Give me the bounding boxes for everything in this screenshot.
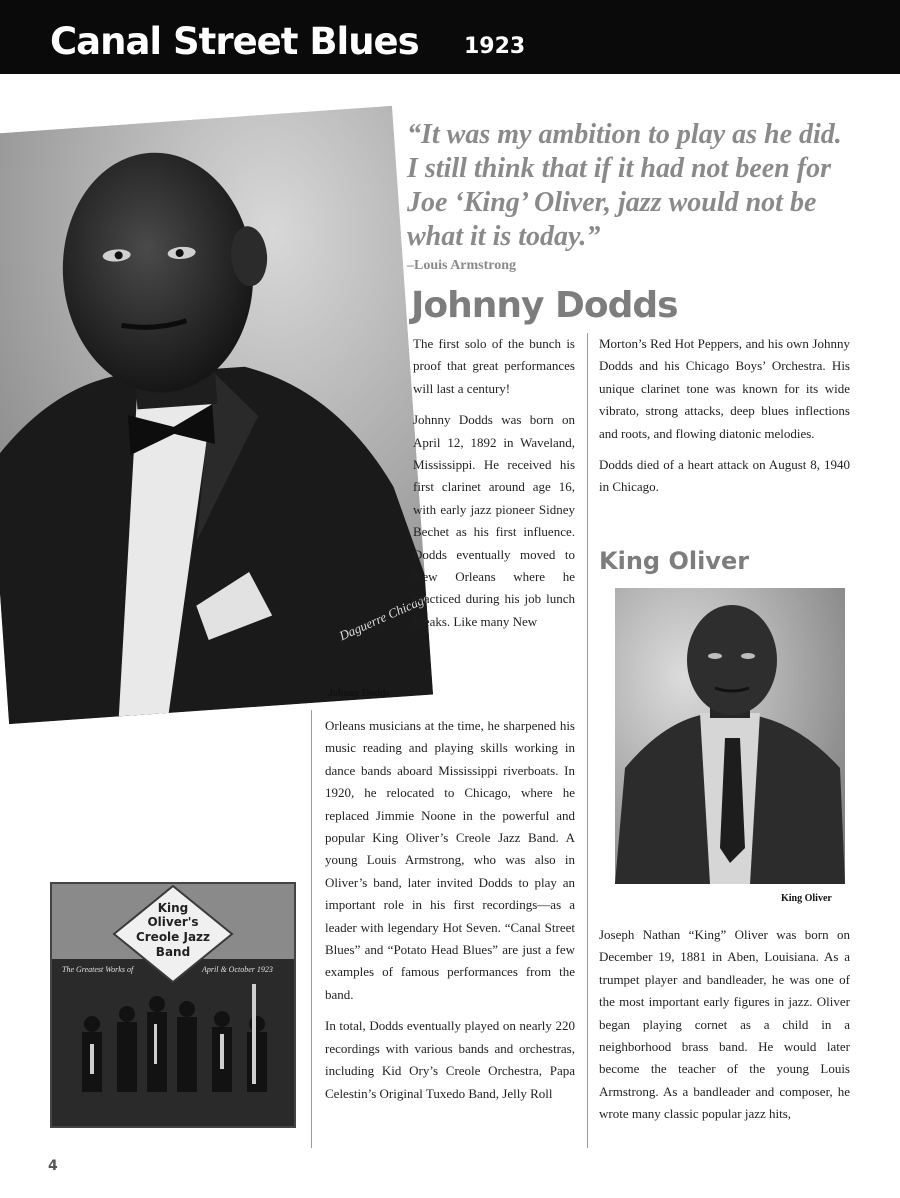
dodds-recordings: In total, Dodds eventually played on nearly 220 recordings with various bands and orchestras, including Kid Ory’s Creole Orchestra, Papa Celestin’s Original Tuxedo Band, Jelly Roll [325,1018,575,1101]
photo-signature: Daguerre Chicago [336,589,432,644]
oliver-column [599,924,850,1126]
oliver-bio: Joseph Nathan “King” Oliver was born on December 19, 1881 in Aben, Louisiana. As a trumpet player and bandleader, he was one of the most important early figures in jazz. Oliver began playing cornet as a child in a neighborhood brass band. He would later become the teacher of the young Louis Armstrong. As a bandleader and composer, he wrote many classic popular jazz hits, [599,927,850,1122]
johnny-dodds-heading: Johnny Dodds [411,285,678,326]
dodds-death: Dodds died of a heart attack on August 8, 1940 in Chicago. [599,457,850,495]
quote-attribution: –Louis Armstrong [407,258,517,273]
dodds-recordings-cont: Morton’s Red Hot Peppers, and his own Johnny Dodds and his Chicago Boys’ Orchestra. His unique clarinet tone was known for its wide vibrato, strong attacks, deep blues inflections and roots, and flowing diatonic melodies. [599,336,850,441]
page-number: 4 [48,1158,58,1174]
johnny-dodds-caption: Johnny Dodds [328,688,390,699]
page-title: Canal Street Blues [50,20,419,63]
album-subtitle-left: The Greatest Works of [62,965,134,974]
armstrong-quote: “It was my ambition to play as he did. I still think that if it had not been for Joe ‘King’ Oliver, jazz would not be what it is today.” [407,119,842,252]
king-oliver-caption: King Oliver [781,893,832,904]
dodds-bio-part2: Orleans musicians at the time, he sharpened his music reading and playing skills working in dance bands aboard Mississippi riverboats. In 1920, he relocated to Chicago, where he replaced Jimmie Noone in the powerful and popular King Oliver’s Creole Jazz Band. A young Louis Armstrong, who was also in Oliver’s band, later invited Dodds to play an important role in his first recordings—as a leader with legendary Hot Seven. “Canal Street Blues” and “Potato Head Blues” are just a few examples of famous performances from the band. [325,718,575,1002]
album-subtitle-right: April & October 1923 [202,965,273,974]
album-title-line1: King [157,901,189,915]
dodds-column-top [413,333,575,633]
dodds-column-bottom [325,715,575,1105]
king-oliver-heading: King Oliver [599,547,750,575]
dodds-column-right [599,333,850,499]
dodds-bio-part1: Johnny Dodds was born on April 12, 1892 in Waveland, Mississippi. He received his first clarinet around age 16, with early jazz pioneer Sidney Bechet as his first influence. Dodds eventually moved to New Orleans where he practiced during his job lunch breaks. Like many New [413,412,575,629]
johnny-dodds-photo [0,106,433,724]
column-rule-left [311,710,312,1148]
album-title-line2: Oliver's [147,915,199,929]
album-title-line4: Band [155,945,191,959]
album-title-line3: Creole Jazz [135,930,211,944]
column-rule-middle [587,333,588,1148]
king-oliver-photo [615,588,845,884]
page-year: 1923 [464,34,526,59]
creole-jazz-band-album-cover [50,882,296,1128]
dodds-intro: The first solo of the bunch is proof that great performances will last a century! [413,336,575,396]
